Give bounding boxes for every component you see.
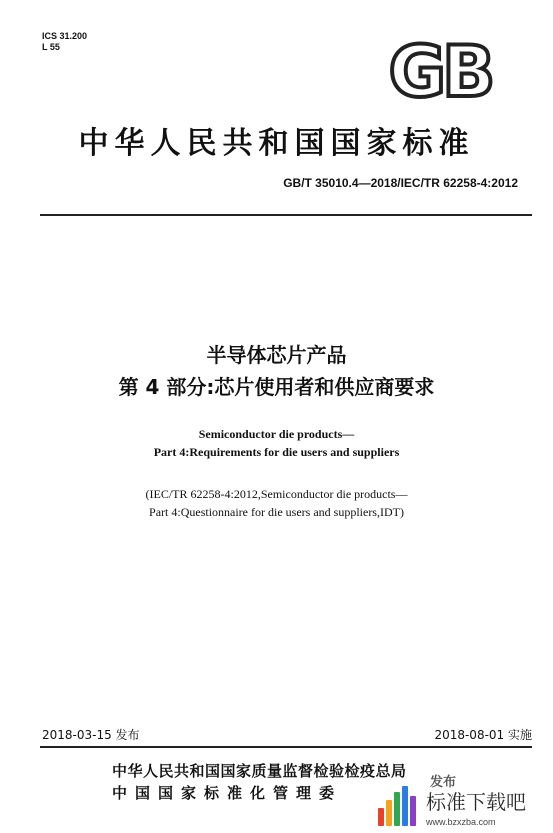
english-title-line1: Semiconductor die products— — [198, 427, 355, 441]
implementation-date: 2018-08-01 实施 — [434, 728, 532, 742]
footer-divider — [40, 746, 532, 748]
issuer-line1: 中华人民共和国国家质量监督检验检疫总局 — [112, 762, 407, 780]
gb-logo — [381, 40, 499, 102]
chinese-title-line1: 半导体芯片产品 — [206, 343, 347, 367]
classification-codes — [42, 31, 87, 53]
ccs-code: L 55 — [42, 42, 60, 52]
watermark-bar — [378, 808, 384, 826]
issue-date: 2018-03-15 发布 — [42, 728, 140, 742]
issuer-line2: 中国国家标准化管理委 — [112, 784, 343, 802]
standard-title: 中华人民共和国国家标准 — [78, 126, 475, 161]
watermark-text: 标准下载吧 — [426, 790, 526, 814]
watermark-bar — [402, 786, 408, 826]
bar-chart-icon — [376, 784, 420, 828]
adoption-note-line1: (IEC/TR 62258-4:2012,Semiconductor die products— — [145, 487, 408, 501]
standard-code: GB/T 35010.4—2018/IEC/TR 62258-4:2012 — [283, 176, 518, 190]
svg-text:GB: GB — [388, 40, 492, 102]
site-watermark — [376, 778, 552, 832]
watermark-bar — [394, 792, 400, 826]
watermark-url: www.bzxzba.com — [426, 817, 496, 827]
release-label: 发布 — [430, 775, 457, 790]
watermark-bar — [386, 800, 392, 826]
english-title-line2: Part 4:Requirements for die users and suppliers — [153, 445, 400, 459]
adoption-note-line2: Part 4:Questionnaire for die users and suppliers,IDT) — [149, 505, 404, 519]
header-divider — [40, 214, 532, 216]
watermark-bar — [410, 796, 416, 826]
chinese-title-line2: 第 4 部分:芯片使用者和供应商要求 — [118, 375, 435, 399]
ics-code: ICS 31.200 — [42, 31, 88, 41]
